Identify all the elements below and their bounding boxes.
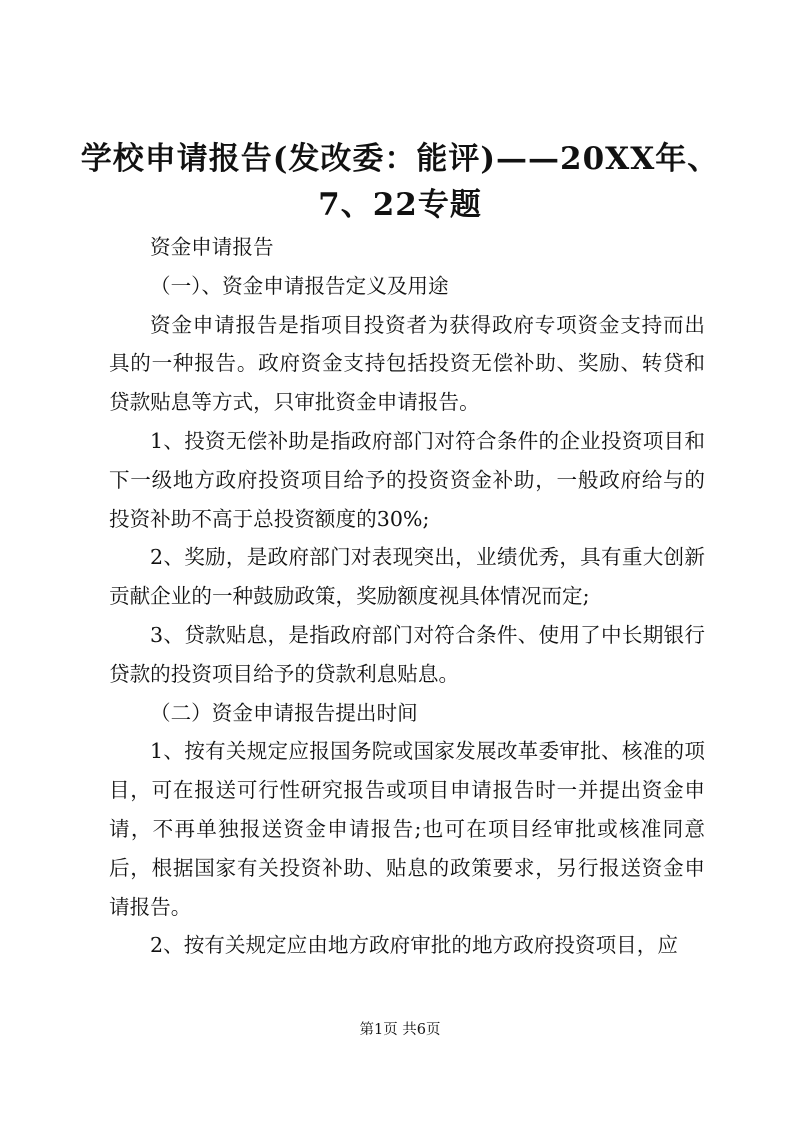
body-paragraph: 1、投资无偿补助是指政府部门对符合条件的企业投资项目和下一级地方政府投资项目给予的投资资金补助，一般政府给与的投资补助不高于总投资额度的30%; [109, 428, 705, 531]
body-paragraph: 3、贷款贴息，是指政府部门对符合条件、使用了中长期银行贷款的投资项目给予的贷款利息贴息。 [109, 622, 705, 686]
section-label: 资金申请报告 [150, 235, 274, 259]
document-title [80, 136, 720, 228]
section-heading-2: （二）资金申请报告提出时间 [150, 700, 418, 725]
body-paragraph: 1、按有关规定应报国务院或国家发展改革委审批、核准的项目，可在报送可行性研究报告或项目申请报告时一并提出资金申请，不再单独报送资金申请报告;也可在项目经审批或核准同意后，根据国家有关投资补助、贴息的政策要求，另行报送资金申请报告。 [109, 739, 705, 919]
body-paragraph: 资金申请报告是指项目投资者为获得政府专项资金支持而出具的一种报告。政府资金支持包括投资无偿补助、奖励、转贷和贷款贴息等方式，只审批资金申请报告。 [109, 312, 705, 415]
body-paragraph: 2、按有关规定应由地方政府审批的地方政府投资项目，应 [150, 933, 678, 958]
title-line-1: 学校申请报告(发改委：能评)——20XX年、 [80, 141, 720, 177]
title-line-2: 7、22专题 [318, 187, 482, 223]
page-number-footer: 第1页 共6页 [359, 1022, 441, 1038]
section-heading-1: （一）、资金申请报告定义及用途 [150, 273, 449, 298]
document-body [109, 228, 705, 965]
body-paragraph: 2、奖励，是政府部门对表现突出，业绩优秀，具有重大创新贡献企业的一种鼓励政策，奖励额度视具体情况而定; [109, 545, 705, 609]
